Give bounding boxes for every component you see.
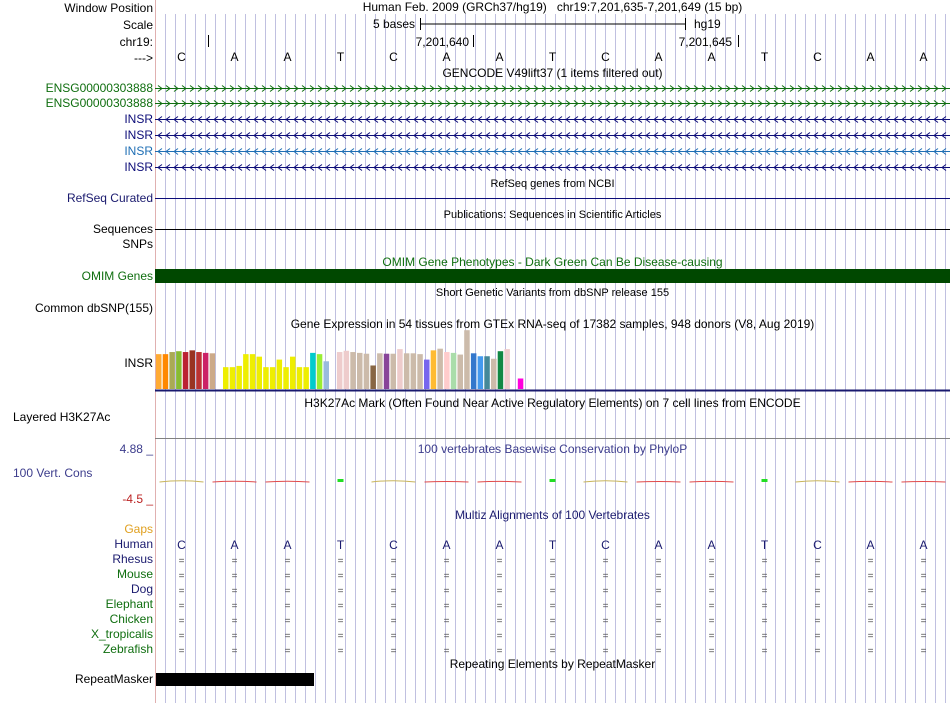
- alignment-match: =: [920, 646, 927, 657]
- species-label: Dog: [130, 582, 153, 596]
- base-letter: T: [760, 50, 769, 64]
- alignment-match: =: [496, 616, 503, 627]
- gtex-bar: [484, 356, 490, 389]
- base-letter: T: [336, 50, 345, 64]
- alignment-match: =: [602, 586, 609, 597]
- repeatmasker-track-label[interactable]: RepeatMasker: [74, 672, 153, 686]
- alignment-match: =: [443, 586, 450, 597]
- gtex-bar: [344, 351, 350, 389]
- gtex-bar: [270, 367, 276, 389]
- phylop-mark: [902, 482, 946, 483]
- alignment-match: =: [814, 631, 821, 642]
- alignment-match: =: [549, 616, 556, 627]
- gtex-bar: [317, 354, 323, 389]
- conservation-track-label[interactable]: 100 Vert. Cons: [13, 466, 93, 480]
- alignment-match: =: [284, 571, 291, 582]
- alignment-match: =: [284, 646, 291, 657]
- base-letter: C: [389, 50, 398, 64]
- alignment-match: =: [920, 556, 927, 567]
- gtex-bar: [491, 359, 497, 389]
- phylop-mark: [849, 481, 893, 482]
- gtex-bar: [183, 352, 189, 389]
- gtex-bar: [397, 349, 403, 389]
- gencode-track-title: GENCODE V49lift37 (1 items filtered out): [442, 66, 663, 80]
- gtex-bar: [478, 356, 484, 389]
- alignment-match: =: [814, 616, 821, 627]
- alignment-match: =: [231, 571, 238, 582]
- alignment-match: =: [231, 556, 238, 567]
- human-base: T: [760, 538, 769, 552]
- conservation-max-label: 4.88 _: [119, 442, 153, 456]
- base-letter: C: [813, 50, 822, 64]
- gtex-bar: [377, 353, 383, 389]
- alignment-match: =: [496, 571, 503, 582]
- alignment-match: =: [655, 571, 662, 582]
- species-label: X_tropicalis: [90, 627, 153, 641]
- alignment-match: =: [231, 631, 238, 642]
- alignment-match: =: [920, 586, 927, 597]
- alignment-match: =: [602, 571, 609, 582]
- human-base: A: [866, 538, 875, 552]
- alignment-match: =: [390, 616, 397, 627]
- alignment-match: =: [284, 601, 291, 612]
- alignment-match: =: [867, 616, 874, 627]
- alignment-match: =: [496, 586, 503, 597]
- alignment-match: =: [708, 646, 715, 657]
- multiz-track-title: Multiz Alignments of 100 Vertebrates: [455, 508, 650, 522]
- alignment-match: =: [602, 616, 609, 627]
- base-letter: C: [177, 50, 186, 64]
- alignment-match: =: [655, 556, 662, 567]
- alignment-match: =: [761, 616, 768, 627]
- gtex-bar: [370, 365, 376, 389]
- gtex-bar: [243, 354, 249, 389]
- alignment-match: =: [178, 601, 185, 612]
- phylop-mark: [690, 481, 734, 482]
- alignment-match: =: [549, 601, 556, 612]
- gtex-bar: [236, 366, 242, 389]
- alignment-match: =: [337, 601, 344, 612]
- alignment-match: =: [337, 556, 344, 567]
- conservation-track-title: 100 vertebrates Basewise Conservation by PhyloP: [417, 442, 688, 456]
- gtex-bar: [169, 352, 175, 389]
- alignment-match: =: [814, 586, 821, 597]
- base-letter: T: [548, 50, 557, 64]
- alignment-match: =: [708, 586, 715, 597]
- dbsnp-track-label[interactable]: Common dbSNP(155): [34, 301, 153, 315]
- species-label: Mouse: [116, 567, 153, 581]
- species-label: Elephant: [105, 597, 153, 611]
- gtex-track-title: Gene Expression in 54 tissues from GTEx RNA-seq of 17382 samples, 948 donors (V8, Aug 2019): [290, 317, 815, 331]
- alignment-match: =: [443, 616, 450, 627]
- alignment-match: =: [337, 616, 344, 627]
- alignment-match: =: [708, 631, 715, 642]
- alignment-match: =: [602, 646, 609, 657]
- window-position-label: Window Position: [64, 1, 153, 15]
- gtex-bar: [504, 349, 510, 389]
- chrom-label: chr19:: [119, 35, 153, 49]
- alignment-match: =: [655, 616, 662, 627]
- base-letter: A: [866, 50, 875, 64]
- conservation-min-label: -4.5 _: [122, 492, 153, 506]
- alignment-match: =: [337, 571, 344, 582]
- alignment-match: =: [284, 631, 291, 642]
- assembly-text: Human Feb. 2009 (GRCh37/hg19): [362, 0, 547, 14]
- human-base: A: [495, 538, 504, 552]
- human-base: A: [283, 538, 292, 552]
- alignment-match: =: [814, 601, 821, 612]
- gtex-bar: [404, 353, 410, 389]
- alignment-match: =: [284, 586, 291, 597]
- gtex-bar: [283, 367, 289, 389]
- alignment-match: =: [867, 571, 874, 582]
- human-base: A: [919, 538, 928, 552]
- gtex-bar: [498, 351, 504, 389]
- human-base: A: [654, 538, 663, 552]
- alignment-match: =: [867, 601, 874, 612]
- alignment-match: =: [178, 631, 185, 642]
- scale-text: 5 bases: [372, 17, 415, 31]
- gtex-bar: [391, 354, 397, 389]
- human-base: T: [548, 538, 557, 552]
- alignment-match: =: [814, 646, 821, 657]
- gtex-bar: [357, 353, 363, 389]
- db-text: hg19: [694, 17, 721, 31]
- alignment-match: =: [602, 601, 609, 612]
- alignment-match: =: [231, 616, 238, 627]
- alignment-match: =: [337, 586, 344, 597]
- repeat-element: [156, 673, 314, 686]
- alignment-match: =: [390, 646, 397, 657]
- alignment-match: =: [655, 646, 662, 657]
- phylop-mark: [213, 481, 257, 482]
- species-label: Zebrafish: [102, 642, 153, 656]
- alignment-match: =: [284, 616, 291, 627]
- phylop-mark: [372, 481, 416, 482]
- gencode-item-label[interactable]: ENSG00000303888: [45, 81, 153, 95]
- alignment-match: =: [761, 631, 768, 642]
- gencode-item-label[interactable]: INSR: [124, 112, 153, 126]
- phylop-mark: [266, 481, 310, 482]
- alignment-match: =: [337, 646, 344, 657]
- gtex-bar: [263, 367, 269, 389]
- gtex-track-label[interactable]: INSR: [124, 356, 153, 370]
- alignment-match: =: [284, 556, 291, 567]
- human-base: A: [707, 538, 716, 552]
- alignment-match: =: [920, 571, 927, 582]
- phylop-mark: [762, 479, 768, 482]
- gtex-bar: [458, 355, 464, 389]
- gtex-bar: [471, 353, 477, 389]
- base-letter: C: [601, 50, 610, 64]
- alignment-match: =: [390, 571, 397, 582]
- position-text: chr19:7,201,635-7,201,649 (15 bp): [556, 0, 743, 14]
- refseq-track-title: RefSeq genes from NCBI: [490, 178, 615, 190]
- alignment-match: =: [390, 601, 397, 612]
- gencode-item-label[interactable]: INSR: [124, 128, 153, 142]
- alignment-match: =: [549, 586, 556, 597]
- alignment-match: =: [867, 586, 874, 597]
- species-label: Rhesus: [112, 552, 153, 566]
- gtex-bar: [156, 354, 162, 389]
- phylop-mark: [425, 482, 469, 483]
- gtex-bar: [324, 361, 330, 389]
- omim-bar: [155, 269, 950, 283]
- human-base: A: [442, 538, 451, 552]
- gtex-bar: [384, 354, 390, 389]
- alignment-match: =: [708, 616, 715, 627]
- base-letter: A: [654, 50, 663, 64]
- alignment-match: =: [231, 586, 238, 597]
- track-graphics: [155, 0, 950, 703]
- alignment-match: =: [761, 556, 768, 567]
- alignment-match: =: [390, 556, 397, 567]
- omim-track-title: OMIM Gene Phenotypes - Dark Green Can Be Disease-causing: [382, 255, 723, 269]
- alignment-match: =: [549, 646, 556, 657]
- coord-label-b: 7,201,645: [678, 35, 732, 49]
- phylop-mark: [338, 479, 344, 482]
- alignment-match: =: [867, 646, 874, 657]
- human-base: T: [336, 538, 345, 552]
- gtex-bar: [290, 357, 296, 389]
- gtex-bar: [297, 367, 303, 389]
- alignment-match: =: [549, 571, 556, 582]
- alignment-match: =: [178, 586, 185, 597]
- base-letter: A: [495, 50, 504, 64]
- alignment-match: =: [496, 556, 503, 567]
- alignment-match: =: [549, 631, 556, 642]
- gtex-bar: [223, 367, 229, 389]
- alignment-match: =: [761, 571, 768, 582]
- phylop-mark: [478, 481, 522, 482]
- base-letter: A: [442, 50, 451, 64]
- alignment-match: =: [390, 586, 397, 597]
- alignment-match: =: [496, 631, 503, 642]
- alignment-match: =: [867, 556, 874, 567]
- alignment-match: =: [231, 601, 238, 612]
- species-label: Human: [114, 537, 153, 551]
- alignment-match: =: [443, 556, 450, 567]
- gtex-bar: [464, 330, 470, 389]
- alignment-match: =: [178, 616, 185, 627]
- gtex-bar: [210, 353, 216, 389]
- alignment-match: =: [390, 631, 397, 642]
- alignment-match: =: [761, 646, 768, 657]
- repeatmasker-track-title: Repeating Elements by RepeatMasker: [449, 657, 656, 671]
- gtex-bar: [230, 367, 236, 389]
- alignment-match: =: [178, 556, 185, 567]
- h3k27ac-track-title: H3K27Ac Mark (Often Found Near Active Regulatory Elements) on 7 cell lines from ENCODE: [304, 396, 801, 410]
- gtex-bar: [176, 351, 182, 389]
- scale-label: Scale: [122, 18, 153, 32]
- gtex-bar: [277, 360, 283, 389]
- dbsnp-track-title: Short Genetic Variants from dbSNP release 155: [435, 287, 670, 299]
- species-label: Chicken: [109, 612, 153, 626]
- gencode-item-label[interactable]: ENSG00000303888: [45, 96, 153, 110]
- alignment-match: =: [708, 556, 715, 567]
- alignment-match: =: [708, 601, 715, 612]
- gencode-item-label[interactable]: INSR: [124, 160, 153, 174]
- alignment-match: =: [443, 601, 450, 612]
- alignment-match: =: [920, 601, 927, 612]
- gtex-bar: [350, 352, 356, 389]
- alignment-match: =: [443, 631, 450, 642]
- track-area[interactable]: [155, 0, 950, 703]
- alignment-match: =: [231, 646, 238, 657]
- human-base: C: [389, 538, 398, 552]
- alignment-match: =: [655, 601, 662, 612]
- gtex-bar: [437, 349, 443, 389]
- alignment-match: =: [496, 601, 503, 612]
- gtex-bar: [196, 352, 202, 389]
- alignment-match: =: [337, 631, 344, 642]
- gtex-bar: [337, 352, 343, 389]
- human-base: C: [177, 538, 186, 552]
- gencode-item-label[interactable]: INSR: [124, 144, 153, 158]
- alignment-match: =: [655, 586, 662, 597]
- alignment-match: =: [761, 586, 768, 597]
- alignment-match: =: [708, 571, 715, 582]
- human-base: A: [230, 538, 239, 552]
- coord-label-a: 7,201,640: [415, 35, 469, 49]
- omim-track-label[interactable]: OMIM Genes: [81, 269, 153, 283]
- gtex-bar: [518, 379, 524, 390]
- multiz-gaps-label: Gaps: [124, 522, 153, 536]
- alignment-match: =: [549, 556, 556, 567]
- gtex-bar: [163, 354, 169, 389]
- alignment-match: =: [655, 631, 662, 642]
- refseq-track-label[interactable]: RefSeq Curated: [66, 191, 153, 205]
- snps-track-label[interactable]: SNPs: [122, 237, 153, 251]
- gtex-bar: [303, 367, 309, 389]
- gtex-bar: [250, 354, 256, 389]
- alignment-match: =: [920, 616, 927, 627]
- gtex-bar: [417, 354, 423, 389]
- base-letter: A: [230, 50, 239, 64]
- alignment-match: =: [761, 601, 768, 612]
- phylop-mark: [160, 481, 204, 482]
- alignment-match: =: [814, 571, 821, 582]
- publications-track-label[interactable]: Sequences: [92, 222, 153, 236]
- gtex-bar: [444, 352, 450, 389]
- gtex-bar: [424, 360, 430, 389]
- strand-label: --->: [134, 51, 153, 65]
- phylop-mark: [796, 481, 840, 482]
- base-letter: A: [283, 50, 292, 64]
- gtex-bar: [451, 353, 457, 389]
- alignment-match: =: [443, 571, 450, 582]
- alignment-match: =: [178, 571, 185, 582]
- gtex-bar: [190, 350, 196, 389]
- alignment-match: =: [920, 631, 927, 642]
- alignment-match: =: [602, 556, 609, 567]
- phylop-mark: [637, 482, 681, 483]
- alignment-match: =: [443, 646, 450, 657]
- position-caption: [155, 0, 950, 14]
- human-base: C: [813, 538, 822, 552]
- human-base: C: [601, 538, 610, 552]
- gtex-bar: [203, 353, 209, 389]
- publications-track-title: Publications: Sequences in Scientific Articles: [443, 209, 662, 221]
- alignment-match: =: [178, 646, 185, 657]
- phylop-mark: [550, 479, 556, 482]
- gtex-bar: [431, 350, 437, 389]
- base-letter: A: [919, 50, 928, 64]
- h3k27ac-track-label[interactable]: Layered H3K27Ac: [13, 410, 111, 424]
- gtex-bar: [411, 353, 417, 389]
- alignment-match: =: [814, 556, 821, 567]
- gtex-bar: [364, 354, 370, 389]
- gtex-bar: [310, 353, 316, 389]
- alignment-match: =: [496, 646, 503, 657]
- alignment-match: =: [602, 631, 609, 642]
- gtex-bar: [257, 357, 263, 389]
- track-labels: [0, 0, 155, 703]
- alignment-match: =: [867, 631, 874, 642]
- base-letter: A: [707, 50, 716, 64]
